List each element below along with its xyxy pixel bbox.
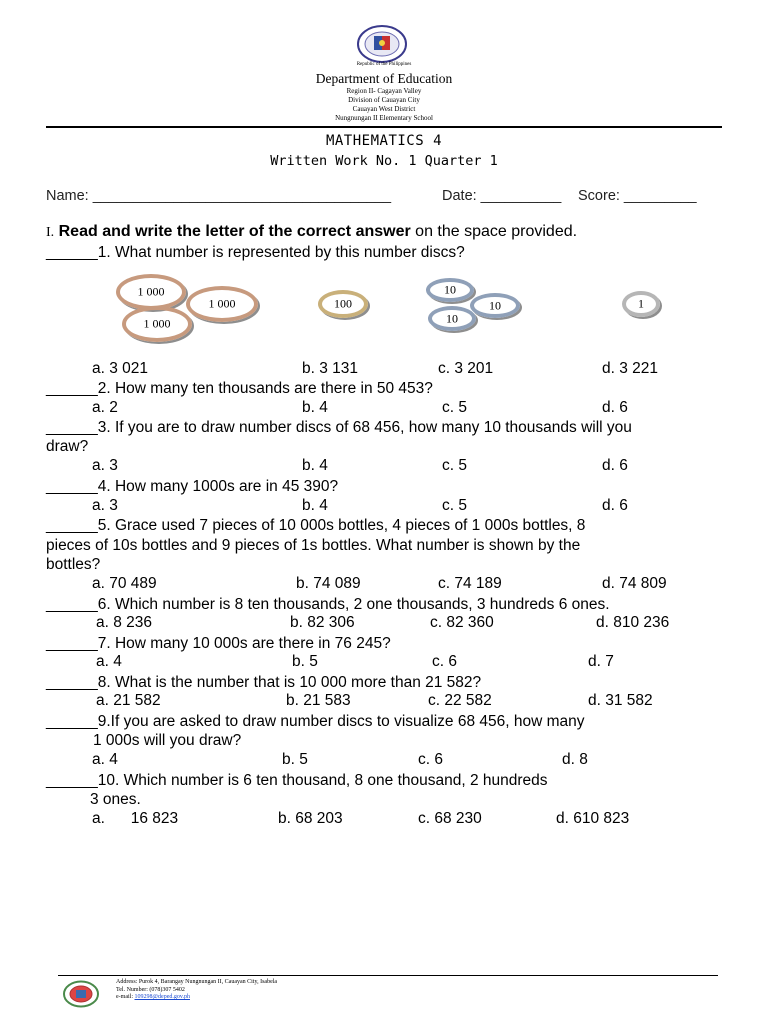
instruction — [46, 223, 577, 241]
question-2: ______2. How many ten thousands are there in 50 453? — [46, 380, 433, 397]
score-field[interactable]: Score: _________ — [578, 188, 697, 204]
instruction-roman: I. — [46, 225, 55, 240]
disc-ten-2: 10 — [470, 293, 520, 318]
q6-option-a[interactable]: a. 8 236 — [96, 614, 153, 631]
q6-option-b[interactable]: b. 82 306 — [290, 614, 355, 631]
question-10: ______10. Which number is 6 ten thousand, 8 one thousand, 2 hundreds — [46, 772, 548, 789]
q8-option-d[interactable]: d. 31 582 — [588, 692, 653, 709]
disc-ten-3: 10 — [428, 306, 476, 331]
q7-option-c[interactable]: c. 6 — [432, 653, 457, 670]
question-4: ______4. How many 1000s are in 45 390? — [46, 478, 339, 495]
q9-option-b[interactable]: b. 5 — [282, 751, 308, 768]
question-10-line2: 3 ones. — [90, 791, 141, 808]
department-title: Department of Education — [315, 71, 453, 86]
q2-option-a[interactable]: a. 2 — [92, 399, 118, 416]
question-9-line2: 1 000s will you draw? — [93, 732, 242, 749]
q1-option-d[interactable]: d. 3 221 — [602, 360, 659, 377]
work-title: Written Work No. 1 Quarter 1 — [270, 153, 498, 169]
q5-option-a[interactable]: a. 70 489 — [92, 575, 157, 592]
q5-option-b[interactable]: b. 74 089 — [296, 575, 361, 592]
q6-option-d[interactable]: d. 810 236 — [596, 614, 670, 631]
q9-option-c[interactable]: c. 6 — [418, 751, 443, 768]
footer-info — [116, 979, 277, 1002]
question-3: ______3. If you are to draw number discs of 68 456, how many 10 thousands will you — [46, 419, 632, 436]
school-line: Nungnungan II Elementary School — [335, 114, 433, 122]
disc-hundred: 100 — [318, 290, 368, 318]
q3-option-b[interactable]: b. 4 — [302, 457, 328, 474]
q4-option-c[interactable]: c. 5 — [442, 497, 467, 514]
question-5: ______5. Grace used 7 pieces of 10 000s bottles, 4 pieces of 1 000s bottles, 8 — [46, 517, 586, 534]
instruction-bold: Read and write the letter of the correct answer — [58, 223, 411, 240]
footer-email-line: e-mail: 109298@deped.gov.ph — [116, 994, 190, 1000]
q3-option-d[interactable]: d. 6 — [602, 457, 628, 474]
q8-option-c[interactable]: c. 22 582 — [428, 692, 492, 709]
question-9: ______9.If you are asked to draw number discs to visualize 68 456, how many — [46, 713, 585, 730]
q2-option-d[interactable]: d. 6 — [602, 399, 628, 416]
subject-title: MATHEMATICS 4 — [325, 133, 443, 149]
footer-email-link[interactable]: 109298@deped.gov.ph — [134, 994, 190, 1000]
q4-option-d[interactable]: d. 6 — [602, 497, 628, 514]
deped-seal-logo — [356, 24, 408, 64]
q2-option-b[interactable]: b. 4 — [302, 399, 328, 416]
date-field[interactable]: Date: __________ — [442, 188, 562, 204]
disc-ten-1: 10 — [426, 278, 474, 302]
footer-address: Address: Purok 4, Barangay Nungnungan II, Cauayan City, Isabela — [116, 979, 278, 985]
disc-one: 1 — [622, 291, 660, 317]
q6-option-c[interactable]: c. 82 360 — [430, 614, 494, 631]
q10-option-d[interactable]: d. 610 823 — [556, 810, 630, 827]
q7-option-a[interactable]: a. 4 — [96, 653, 122, 670]
disc-thousand-2: 1 000 — [186, 286, 258, 322]
q7-option-d[interactable]: d. 7 — [588, 653, 614, 670]
school-info — [0, 87, 768, 123]
q5-option-d[interactable]: d. 74 809 — [602, 575, 667, 592]
question-1: ______1. What number is represented by this number discs? — [46, 244, 465, 261]
question-7: ______7. How many 10 000s are there in 76 245? — [46, 635, 391, 652]
school-logo — [62, 980, 100, 1008]
instruction-rest: on the space provided. — [410, 223, 578, 240]
q4-option-b[interactable]: b. 4 — [302, 497, 328, 514]
q3-option-c[interactable]: c. 5 — [442, 457, 467, 474]
q10-option-c[interactable]: c. 68 230 — [418, 810, 482, 827]
header-divider — [46, 126, 722, 128]
name-field[interactable]: Name: _____________________________________ — [46, 188, 392, 204]
q3-option-a[interactable]: a. 3 — [92, 457, 118, 474]
q7-option-b[interactable]: b. 5 — [292, 653, 318, 670]
q1-option-a[interactable]: a. 3 021 — [92, 360, 149, 377]
question-6: ______6. Which number is 8 ten thousands, 2 one thousands, 3 hundreds 6 ones. — [46, 596, 610, 613]
region-line: Region II- Cagayan Valley — [346, 87, 422, 95]
q1-option-b[interactable]: b. 3 131 — [302, 360, 359, 377]
republic-text: Republic of the Philippines — [356, 62, 412, 67]
question-5-line2: pieces of 10s bottles and 9 pieces of 1s bottles. What number is shown by the — [46, 537, 581, 554]
q9-option-d[interactable]: d. 8 — [562, 751, 588, 768]
q2-option-c[interactable]: c. 5 — [442, 399, 467, 416]
footer-tel: Tel. Number: (078)307 5402 — [116, 986, 185, 993]
footer-divider — [58, 975, 718, 976]
q8-option-b[interactable]: b. 21 583 — [286, 692, 351, 709]
q5-option-c[interactable]: c. 74 189 — [438, 575, 502, 592]
q4-option-a[interactable]: a. 3 — [92, 497, 118, 514]
disc-thousand-1: 1 000 — [116, 274, 186, 310]
question-3-line2: draw? — [46, 438, 89, 455]
q10-option-a[interactable]: a. 16 823 — [92, 810, 179, 827]
division-line: Division of Cauayan City — [348, 96, 420, 104]
disc-thousand-3: 1 000 — [122, 306, 192, 342]
district-line: Cauayan West District — [352, 105, 416, 113]
q10-option-b[interactable]: b. 68 203 — [278, 810, 343, 827]
q1-option-c[interactable]: c. 3 201 — [438, 360, 494, 377]
q8-option-a[interactable]: a. 21 582 — [96, 692, 161, 709]
question-5-line3: bottles? — [46, 556, 101, 573]
q9-option-a[interactable]: a. 4 — [92, 751, 118, 768]
question-8: ______8. What is the number that is 10 000 more than 21 582? — [46, 674, 482, 691]
